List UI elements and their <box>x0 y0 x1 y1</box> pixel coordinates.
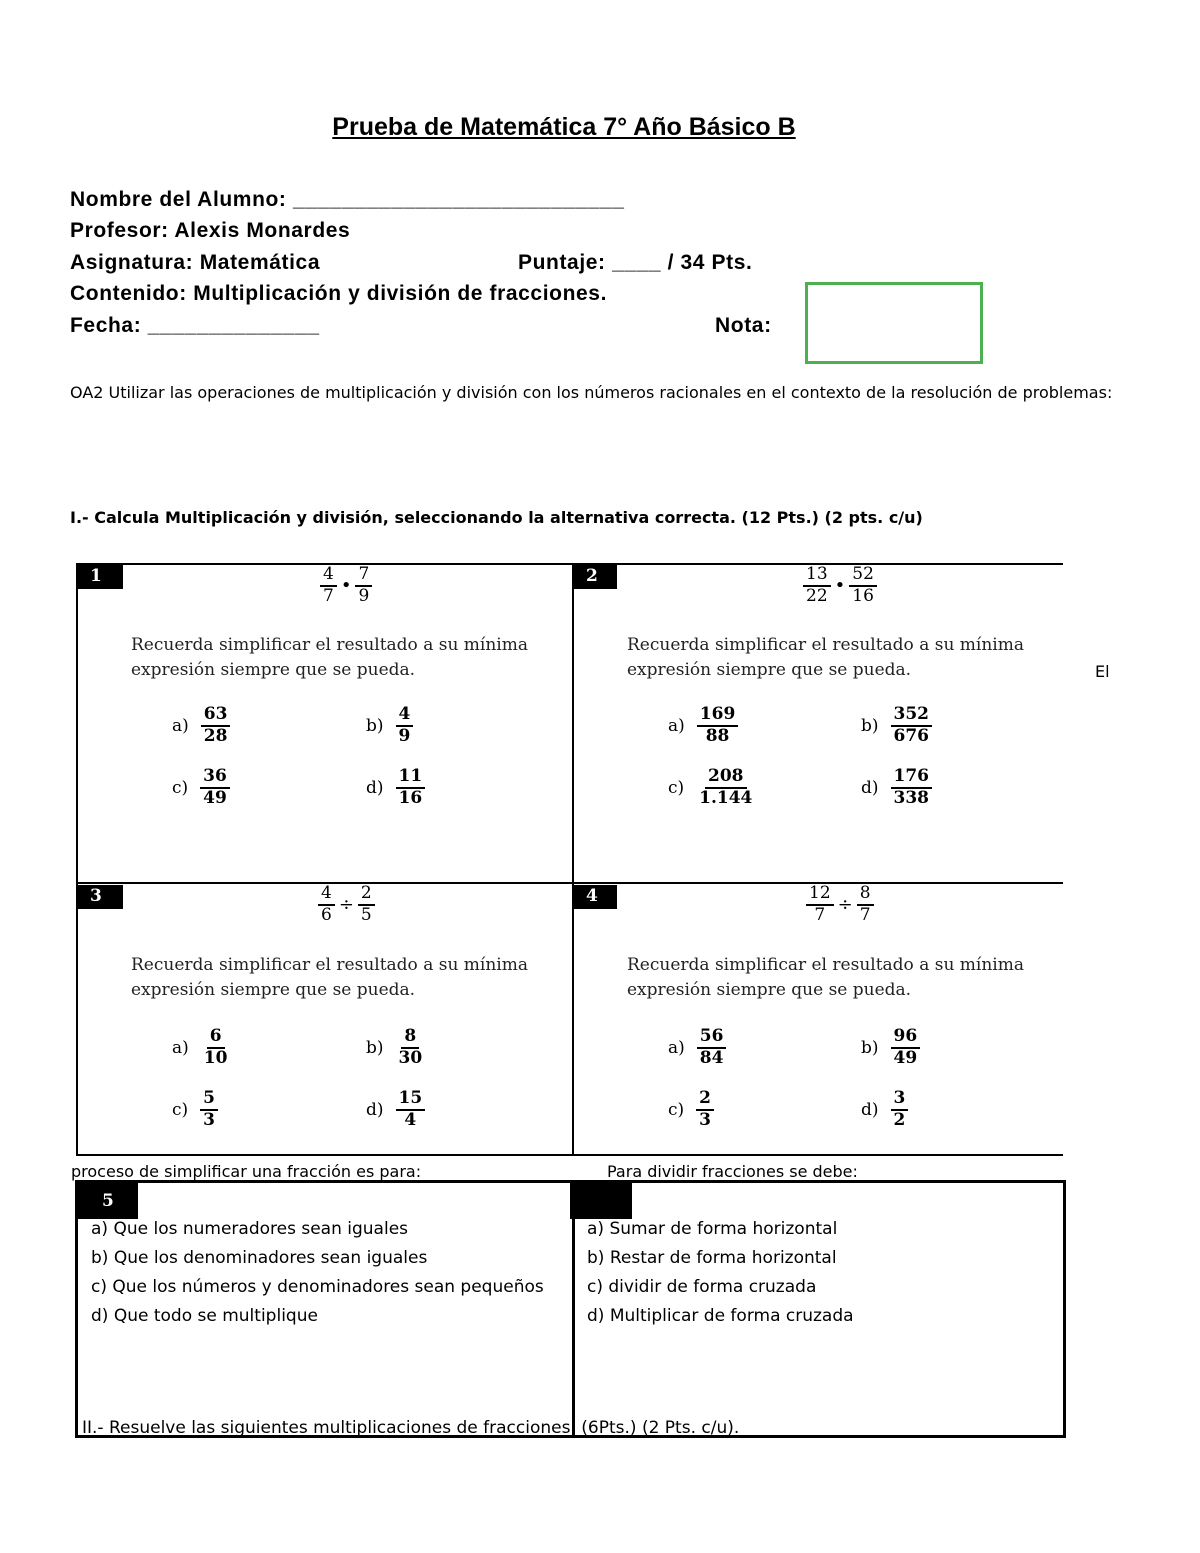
question-2-reminder: Recuerda simplificar el resultado a su mínima expresión siempre que se pueda. <box>627 635 1025 680</box>
question-3-option-b[interactable]: b) $\frac{8}{30}$ <box>366 1026 423 1068</box>
question-6-options <box>587 1215 854 1331</box>
grid-bottom-border <box>76 1154 1063 1156</box>
question-1-expression: $\frac{4}{7}$ • $\frac{7}{9}$ <box>320 565 372 606</box>
section-1-heading: I.- Calcula Multiplicación y división, seleccionando la alternativa correcta. (12 Pts.) (2 pts. c/u) <box>70 508 923 527</box>
fraction: $\frac{7}{9}$ <box>355 565 372 606</box>
learning-objective: OA2 Utilizar las operaciones de multiplicación y división con los números racionales en el contexto de la resolución de problemas: <box>70 383 1113 402</box>
fraction: $\frac{4}{7}$ <box>320 565 337 606</box>
question-4-option-a[interactable]: a) $\frac{56}{84}$ <box>668 1027 726 1068</box>
question-5-option-c[interactable]: c) Que los números y denominadores sean pequeños <box>91 1277 544 1297</box>
question-4-option-c[interactable]: c) $\frac{2}{3}$ <box>668 1089 714 1130</box>
question-2-number: 2 <box>574 565 617 589</box>
grid-left-border <box>76 563 78 1156</box>
question-3-number: 3 <box>78 885 123 909</box>
question-5-option-a[interactable]: a) Que los numeradores sean iguales <box>91 1219 409 1239</box>
question-1-option-a[interactable]: a) $\frac{63}{28}$ <box>172 705 230 746</box>
fraction: $\frac{52}{16}$ <box>849 565 877 606</box>
question-1-option-c[interactable]: c) $\frac{36}{49}$ <box>172 767 230 808</box>
question-6-option-c[interactable]: c) dividir de forma cruzada <box>587 1277 817 1297</box>
question-2-expression: $\frac{13}{22}$ • $\frac{52}{16}$ <box>803 565 877 606</box>
teacher-label: Profesor: Alexis Monardes <box>70 219 351 242</box>
grid-top-border <box>76 563 1063 565</box>
fraction: $\frac{2}{5}$ <box>358 884 375 925</box>
question-3-reminder: Recuerda simplificar el resultado a su mínima expresión siempre que se pueda. <box>131 955 529 1000</box>
question-4-expression: $\frac{12}{7}$ ÷ $\frac{8}{7}$ <box>806 884 874 925</box>
page-title: Prueba de Matemática 7° Año Básico B <box>332 113 796 141</box>
content-label: Contenido: Multiplicación y división de fracciones. <box>70 282 607 305</box>
question-5-option-d[interactable]: d) Que todo se multiplique <box>91 1306 318 1326</box>
question-2-option-d[interactable]: d) $\frac{176}{338}$ <box>861 767 932 808</box>
date-field[interactable]: Fecha: ______________ <box>70 314 320 337</box>
question-2-option-b[interactable]: b) $\frac{352}{676}$ <box>861 705 932 746</box>
stray-text: El <box>1095 662 1110 681</box>
question-3-option-c[interactable]: c) $\frac{5}{3}$ <box>172 1089 218 1130</box>
section-2-heading: II.- Resuelve las siguientes multiplicaciones de fracciones. (6Pts.) (2 Pts. c/u). <box>82 1418 740 1438</box>
question-3-option-d[interactable]: d) $\frac{15}{4}$ <box>366 1089 425 1130</box>
question-6-option-b[interactable]: b) Restar de forma horizontal <box>587 1248 837 1268</box>
grade-label: Nota: <box>715 314 772 337</box>
student-name-field[interactable]: Nombre del Alumno: ___________________________ <box>70 188 625 211</box>
score-field[interactable]: Puntaje: ____ / 34 Pts. <box>518 251 753 274</box>
fraction: $\frac{12}{7}$ <box>806 884 834 925</box>
question-1-reminder: Recuerda simplificar el resultado a su mínima expresión siempre que se pueda. <box>131 635 529 680</box>
question-6-option-a[interactable]: a) Sumar de forma horizontal <box>587 1219 838 1239</box>
question-3-option-a[interactable]: a) $\frac{6}{10}$ <box>172 1026 228 1068</box>
question-2-option-c[interactable]: c) $\frac{208}{1.144}$ <box>668 766 753 808</box>
question-6-prompt: Para dividir fracciones se debe: <box>607 1162 858 1181</box>
question-4-option-d[interactable]: d) $\frac{3}{2}$ <box>861 1089 908 1130</box>
fraction: $\frac{8}{7}$ <box>857 884 874 925</box>
question-5-options <box>91 1215 544 1331</box>
question-4-reminder: Recuerda simplificar el resultado a su mínima expresión siempre que se pueda. <box>627 955 1025 1000</box>
question-2-option-a[interactable]: a) $\frac{169}{88}$ <box>668 705 738 746</box>
question-4-option-b[interactable]: b) $\frac{96}{49}$ <box>861 1027 920 1068</box>
question-6-option-d[interactable]: d) Multiplicar de forma cruzada <box>587 1306 854 1326</box>
subject-label: Asignatura: Matemática <box>70 251 321 274</box>
question-5-prompt: proceso de simplificar una fracción es para: <box>71 1162 422 1181</box>
question-1-number: 1 <box>78 565 123 589</box>
question-4-number: 4 <box>574 885 617 909</box>
question-3-expression: $\frac{4}{6}$ ÷ $\frac{2}{5}$ <box>318 884 375 925</box>
fraction: $\frac{13}{22}$ <box>803 565 831 606</box>
question-5-number: 5 <box>78 1183 138 1219</box>
fraction: $\frac{4}{6}$ <box>318 884 335 925</box>
question-5-option-b[interactable]: b) Que los denominadores sean iguales <box>91 1248 428 1268</box>
question-1-option-b[interactable]: b) $\frac{4}{9}$ <box>366 705 413 746</box>
grid-middle-border <box>76 882 1063 884</box>
question-1-option-d[interactable]: d) $\frac{11}{16}$ <box>366 767 425 808</box>
question-6-number <box>570 1183 632 1219</box>
grid-center-border <box>572 563 574 1156</box>
grade-box[interactable] <box>805 282 983 364</box>
